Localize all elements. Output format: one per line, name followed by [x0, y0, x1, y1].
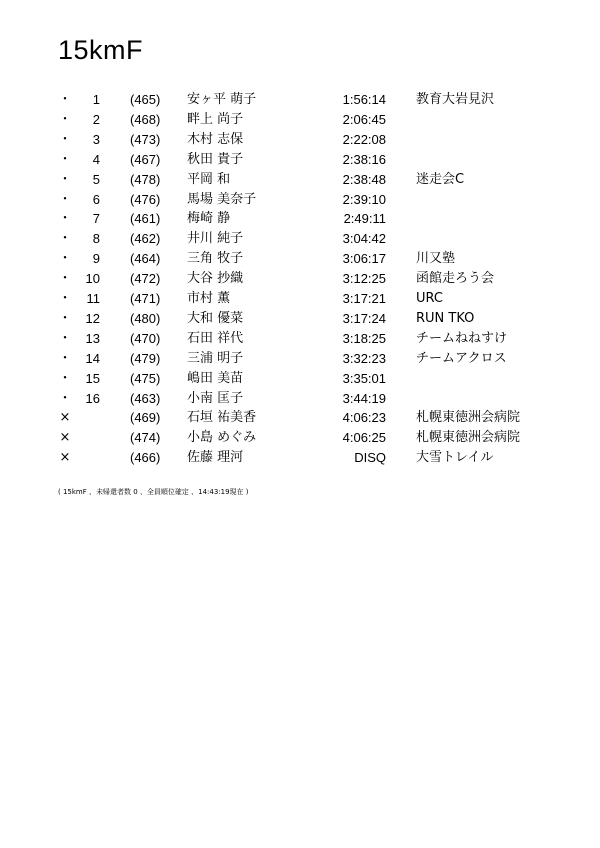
rank-number: 10 — [85, 271, 100, 287]
bib-number: (474) — [130, 430, 161, 446]
result-row — [0, 150, 600, 170]
club-name: チームねねすけ — [416, 330, 508, 346]
runner-name: 畔上 尚子 — [187, 111, 244, 127]
rank-number: 9 — [92, 251, 100, 267]
bib-number: (464) — [130, 251, 161, 267]
rank-number: 1 — [92, 92, 100, 107]
runner-name: 石田 祥代 — [187, 330, 244, 346]
club-name: チームアクロス — [416, 350, 507, 366]
result-row — [0, 329, 600, 349]
rank-number: 15 — [85, 370, 100, 386]
footer-note: ( 15kmF 、未帰還者数 0 、全員順位確定 、14:43:19現在 ) — [58, 488, 249, 496]
status-mark: × — [59, 430, 71, 446]
status-mark: ・ — [58, 350, 72, 366]
finish-time: 2:38:48 — [342, 171, 386, 187]
rank-number: 12 — [85, 310, 100, 326]
result-row — [0, 170, 600, 190]
runner-name: 小南 匡子 — [187, 390, 244, 406]
finish-time: 3:32:23 — [342, 350, 386, 366]
rank-number: 6 — [92, 191, 100, 207]
rank-number: 7 — [92, 211, 100, 227]
status-mark: ・ — [58, 131, 72, 147]
club-name: 迷走会C — [416, 171, 465, 187]
finish-time: 2:49:11 — [343, 211, 386, 227]
result-row — [0, 289, 600, 309]
runner-name: 平岡 和 — [187, 171, 231, 187]
club-name: 教育大岩見沢 — [416, 92, 495, 107]
finish-time: 1:56:14 — [342, 92, 386, 107]
runner-name: 市村 薫 — [187, 291, 231, 306]
result-row — [0, 389, 600, 409]
status-mark: × — [59, 410, 71, 426]
finish-time: 3:06:17 — [342, 251, 386, 267]
runner-name: 安ヶ平 萌子 — [187, 92, 257, 107]
rank-number: 5 — [92, 171, 100, 187]
rank-number: 4 — [92, 151, 100, 167]
bib-number: (461) — [130, 211, 161, 227]
rank-number: 14 — [85, 350, 100, 366]
status-mark: ・ — [58, 171, 72, 187]
status-mark: ・ — [58, 390, 72, 406]
bib-number: (480) — [130, 310, 161, 326]
finish-time: 4:06:23 — [342, 410, 386, 426]
status-mark: × — [59, 450, 71, 466]
result-row — [0, 428, 600, 448]
runner-name: 佐藤 理河 — [187, 450, 244, 466]
finish-time: 4:06:25 — [342, 430, 386, 446]
status-mark: ・ — [58, 151, 72, 167]
club-name: 函館走ろう会 — [416, 271, 495, 287]
finish-time: 2:06:45 — [342, 111, 386, 127]
status-mark: ・ — [58, 330, 72, 346]
finish-time: 2:22:08 — [342, 131, 386, 147]
page-title: 15kmF — [58, 35, 144, 65]
bib-number: (463) — [130, 390, 161, 406]
status-mark: ・ — [58, 191, 72, 207]
finish-time: 2:38:16 — [342, 151, 386, 167]
rank-number: 13 — [85, 330, 100, 346]
bib-number: (471) — [130, 291, 161, 306]
result-row — [0, 309, 600, 329]
finish-time: 3:12:25 — [342, 271, 386, 287]
result-row — [0, 110, 600, 130]
runner-name: 三浦 明子 — [187, 350, 244, 366]
result-row — [0, 249, 600, 269]
club-name: 札幌東徳洲会病院 — [416, 430, 521, 446]
status-mark: ・ — [58, 271, 72, 287]
result-row — [0, 229, 600, 249]
result-row — [0, 269, 600, 289]
runner-name: 石垣 祐美香 — [187, 410, 257, 426]
finish-time: 3:18:25 — [342, 330, 386, 346]
finish-time: DISQ — [354, 450, 386, 466]
bib-number: (478) — [130, 171, 161, 187]
runner-name: 井川 純子 — [187, 231, 244, 247]
club-name: 札幌東徳洲会病院 — [416, 410, 521, 426]
result-row — [0, 209, 600, 229]
finish-time: 3:35:01 — [342, 370, 386, 386]
rank-number: 2 — [92, 111, 100, 127]
status-mark: ・ — [58, 92, 72, 107]
status-mark: ・ — [58, 111, 72, 127]
finish-time: 3:44:19 — [342, 390, 386, 406]
status-mark: ・ — [58, 370, 72, 386]
result-row — [0, 190, 600, 210]
bib-number: (466) — [130, 450, 161, 466]
runner-name: 木村 志保 — [187, 131, 244, 147]
club-name: 大雪トレイル — [416, 450, 494, 466]
runner-name: 秋田 貴子 — [187, 151, 244, 167]
bib-number: (473) — [130, 131, 161, 147]
rank-number: 8 — [92, 231, 100, 247]
runner-name: 三角 牧子 — [187, 251, 244, 267]
rank-number: 16 — [85, 390, 100, 406]
result-row — [0, 349, 600, 369]
finish-time: 2:39:10 — [342, 191, 386, 207]
bib-number: (462) — [130, 231, 161, 247]
bib-number: (468) — [130, 111, 161, 127]
runner-name: 大和 優菜 — [187, 310, 244, 326]
club-name: URC — [416, 291, 443, 306]
status-mark: ・ — [58, 251, 72, 267]
finish-time: 3:17:24 — [342, 310, 386, 326]
status-mark: ・ — [58, 231, 72, 247]
result-row — [0, 448, 600, 468]
runner-name: 馬場 美奈子 — [187, 191, 257, 207]
bib-number: (475) — [130, 370, 161, 386]
runner-name: 梅崎 静 — [187, 211, 231, 227]
club-name: 川又塾 — [416, 251, 456, 267]
runner-name: 小島 めぐみ — [187, 430, 257, 446]
finish-time: 3:17:21 — [342, 291, 386, 306]
result-row — [0, 130, 600, 150]
result-row — [0, 369, 600, 389]
status-mark: ・ — [58, 211, 72, 227]
club-name: RUN TKO — [416, 310, 475, 326]
status-mark: ・ — [58, 291, 72, 306]
rank-number: 11 — [86, 291, 100, 306]
rank-number: 3 — [92, 131, 100, 147]
bib-number: (465) — [130, 92, 161, 107]
runner-name: 大谷 抄織 — [187, 271, 244, 287]
runner-name: 嶋田 美苗 — [187, 370, 244, 386]
bib-number: (467) — [130, 151, 161, 167]
bib-number: (470) — [130, 330, 161, 346]
result-row — [0, 408, 600, 428]
finish-time: 3:04:42 — [342, 231, 386, 247]
bib-number: (479) — [130, 350, 161, 366]
status-mark: ・ — [58, 310, 72, 326]
bib-number: (469) — [130, 410, 161, 426]
bib-number: (476) — [130, 191, 161, 207]
bib-number: (472) — [130, 271, 161, 287]
result-row — [0, 90, 600, 110]
